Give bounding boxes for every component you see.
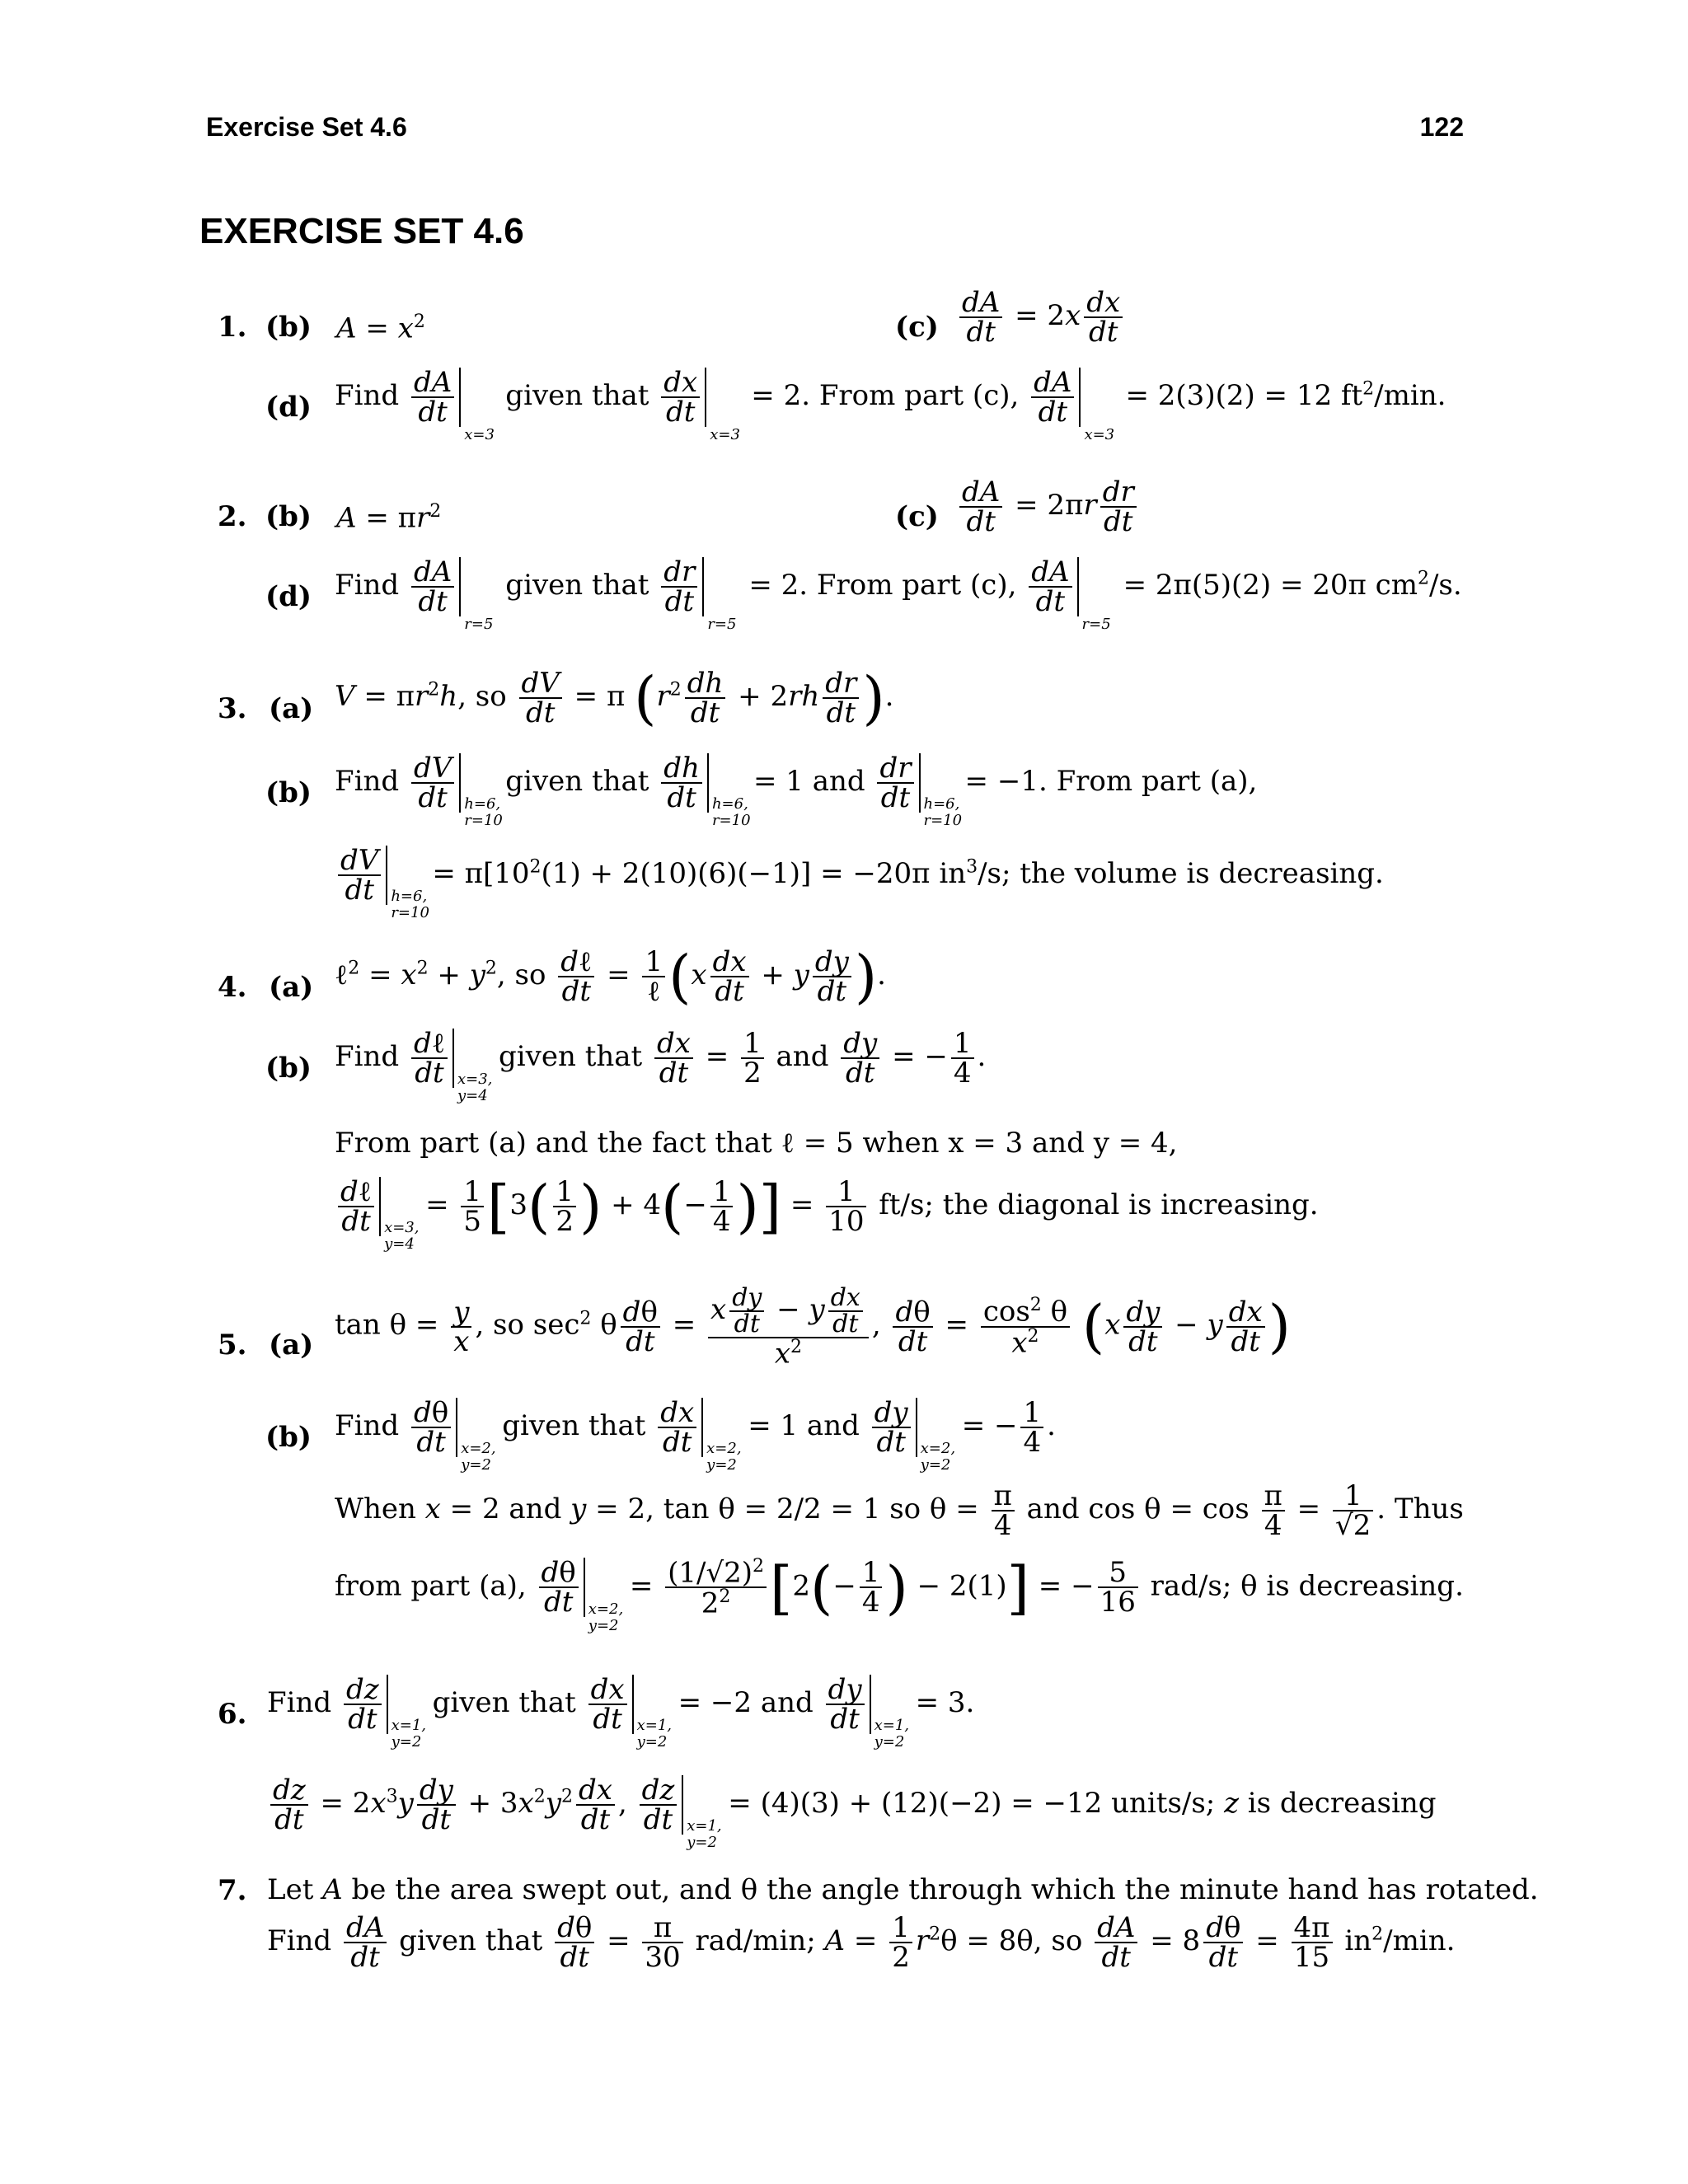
problem-2-number: 2. (218, 500, 247, 533)
problem-3-a-equation: $V = \pi r^2h$, so $\frac{dV}{dt}$ = π ($r^2$ $\frac{dh}{dt}$ + 2rh $\frac{dr}{dt}$ ). (335, 664, 894, 732)
problem-1-d-label: (d) (265, 391, 312, 424)
problem-7-text: Let A be the area swept out, and θ the angle through which the minute hand has rotated. (267, 1873, 1539, 1906)
problem-1-b-equation: $A = x^2$ (336, 312, 425, 345)
problem-2-d-text: Find $\frac{dA}{dt}$ r=5 given that $\frac{dr}{dt}$ r=5 = 2. From part (c), $\frac{dA}{dt}$ r=5 = 2π(5)(2) = 20π $cm^2/s$. (335, 555, 1462, 634)
problem-4-b-text2: From part (a) and the fact that ℓ = 5 when x = 3 and y = 4, (335, 1127, 1178, 1160)
problem-6-text: Find $\frac{dz}{dt}$ x=1, y=2 given that $\frac{dx}{dt}$ x=1, y=2 = −2 and $\frac{dy}{dt}$ x=1, y=2 = 3. (267, 1673, 975, 1751)
problem-4-b-result: $\frac{\text{dℓ}}{dt}$ x=3, y=4 = $\frac{1}{5}$ [3( $\frac{1}{2}$ ) + 4(− $\frac{1}{4}$ )] = $\frac{1}{10}$ ft/s; the diagonal is increasing. (335, 1177, 1319, 1236)
running-header-section: Exercise Set 4.6 (206, 112, 407, 142)
problem-1-b-label: (b) (265, 311, 312, 344)
problem-3-b-result: $\frac{dV}{dt}$ h=6, r=10 = $\pi[10^2(1) + 2(10)(6)(-1)] = -20\pi$ $in^3/s$; the volume is decreasing. (335, 846, 1384, 905)
problem-3-b-label: (b) (265, 776, 312, 809)
problem-7-result: Find $\frac{dA}{dt}$ given that $\frac{d\theta}{dt}$ = $\frac{\pi}{30}$ rad/min; A = $\frac{1}{2}$ $r^2\theta = 8\theta$, so $\frac{dA}{dt}$ = 8 $\frac{d\theta}{dt}$ = $\frac{4\pi}{15}$ $in^2/\min$. (267, 1911, 1456, 1974)
problem-7-number: 7. (218, 1874, 247, 1907)
problem-5-b-text: Find $\frac{d\theta}{dt}$ x=2, y=2 given that $\frac{dx}{dt}$ x=2, y=2 = 1 and $\frac{dy}{dt}$ x=2, y=2 = − $\frac{1}{4}$ . (335, 1396, 1056, 1474)
problem-4-b-label: (b) (265, 1052, 312, 1085)
problem-2-b-equation: $A = \pi r^2$ (336, 501, 442, 535)
problem-2-c-equation: $\frac{dA}{dt}$ = 2πr $\frac{dr}{dt}$ (956, 478, 1140, 536)
problem-5-a-equation: tan θ = $\frac{y}{x}$ , so $\sec^2 \theta$ $\frac{d\theta}{dt}$ = x $\frac{dy}{dt}$ − y $\frac{dx}{dt}$ $x^2$ , $\frac{d\theta}{dt}$ = $\frac{\cos^2 \theta}{x^2}$ (x $\frac{dy}{dt}$ − y $\frac{dx}{dt}$ ) (335, 1283, 1291, 1371)
problem-2-d-label: (d) (265, 580, 312, 613)
problem-5-number: 5. (218, 1329, 247, 1361)
problem-5-a-label: (a) (269, 1329, 314, 1361)
problem-5-b-label: (b) (265, 1421, 312, 1454)
problem-1-number: 1. (218, 311, 247, 344)
problem-5-b-text2: When x = 2 and y = 2, tan θ = 2/2 = 1 so θ = $\frac{\pi}{4}$ and cos θ = cos $\frac{\pi}{4}$ = $\frac{1}{√2}$ . Thus (335, 1479, 1464, 1542)
problem-4-a-equation: ℓ$^2$ = $x^2 + y^2$, so $\frac{\text{dℓ}}{dt}$ = $\frac{1}{\text{ℓ}}$ (x $\frac{dx}{dt}$ + y $\frac{dy}{dt}$ ). (335, 943, 886, 1010)
problem-5-b-result: from part (a), $\frac{d\theta}{dt}$ x=2, y=2 = $\frac{(1/√2)^2}{2^2}$ [2(− $\frac{1}{4}$ ) − 2(1)] = − $\frac{5}{16}$ rad/s; θ is decreasing. (335, 1554, 1464, 1634)
problem-2-b-label: (b) (265, 500, 312, 533)
problem-3-number: 3. (218, 692, 247, 725)
page-number: 122 (1419, 112, 1464, 142)
problem-4-number: 4. (218, 971, 247, 1004)
problem-3-a-label: (a) (269, 692, 314, 725)
problem-1-d-text: Find $\frac{dA}{dt}$ x=3 given that $\frac{dx}{dt}$ x=3 = 2. From part (c), $\frac{dA}{dt}$ x=3 = 2(3)(2) = 12 $ft^2/\min$. (335, 366, 1447, 444)
problem-3-b-text: Find $\frac{dV}{dt}$ h=6, r=10 given that $\frac{dh}{dt}$ h=6, r=10 = 1 and $\frac{dr}{dt}$ h=6, r=10 = −1. From part (a), (335, 752, 1258, 830)
problem-4-a-label: (a) (269, 971, 314, 1004)
problem-2-c-label: (c) (895, 500, 939, 533)
problem-4-b-text: Find $\frac{\text{dℓ}}{dt}$ x=3, y=4 given that $\frac{dx}{dt}$ = $\frac{1}{2}$ and $\frac{dy}{dt}$ = − $\frac{1}{4}$ . (335, 1027, 987, 1105)
problem-6-number: 6. (218, 1698, 247, 1731)
problem-6-result: $\frac{dz}{dt}$ = $2x^3y$ $\frac{dy}{dt}$ + $3x^2y^2$ $\frac{dx}{dt}$ , $\frac{dz}{dt}$ x=1, y=2 = (4)(3) + (12)(−2) = −12 units/s; z is decreasing (267, 1775, 1436, 1835)
page-title: EXERCISE SET 4.6 (199, 211, 524, 251)
problem-1-c-label: (c) (895, 311, 939, 344)
problem-1-c-equation: $\frac{dA}{dt}$ = 2x $\frac{dx}{dt}$ (956, 288, 1126, 346)
